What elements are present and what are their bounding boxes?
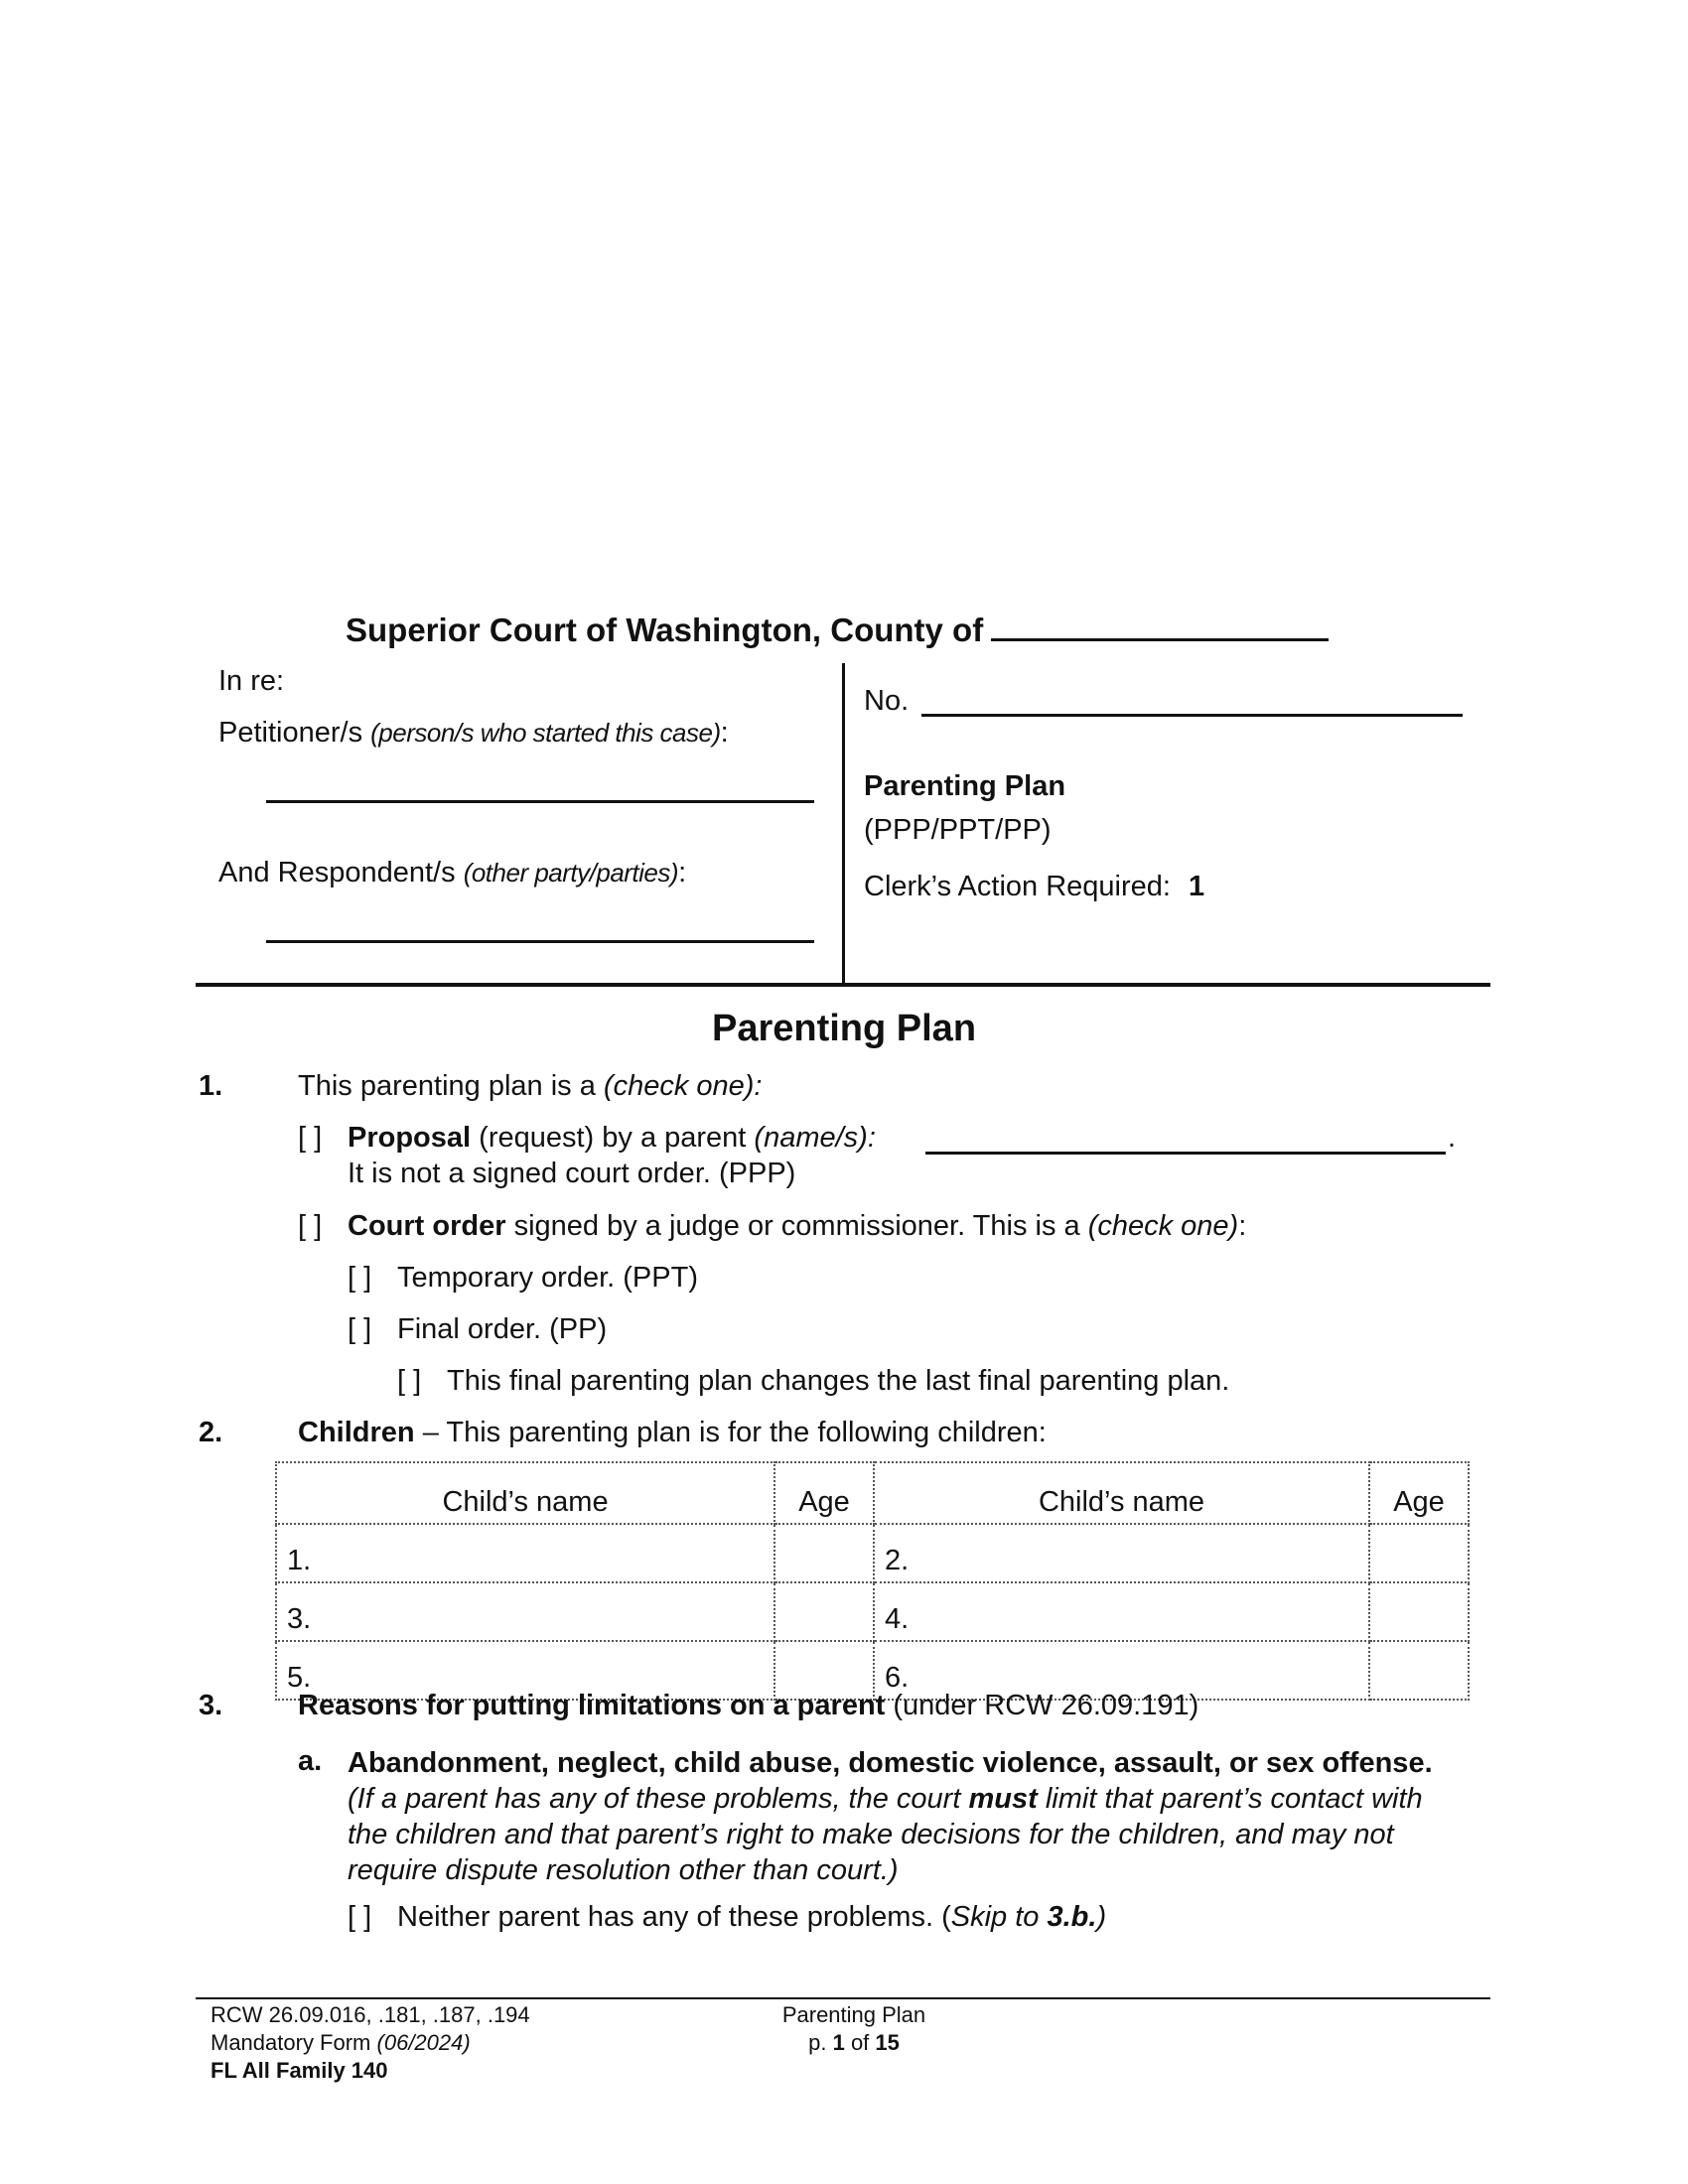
- footer-rcw: RCW 26.09.016, .181, .187, .194: [211, 2002, 530, 2027]
- petitioner-name-field[interactable]: [266, 800, 814, 803]
- page-number: [695, 2029, 1013, 2057]
- skip-open-paren: (: [941, 1901, 951, 1933]
- child-age-cell[interactable]: [1369, 1641, 1469, 1700]
- section-1-intro-text: This parenting plan is a: [298, 1070, 596, 1102]
- child-name-cell[interactable]: 6.: [874, 1641, 1369, 1700]
- proposal-bold: Proposal: [348, 1122, 472, 1154]
- court-order-text: signed by a judge or commissioner. This is a: [513, 1210, 1080, 1242]
- child-name-cell[interactable]: 1.: [276, 1524, 774, 1582]
- court-order-hint: (check one): [1087, 1210, 1239, 1242]
- changes-plan-text: This final parenting plan changes the last final parenting plan.: [447, 1365, 1230, 1397]
- county-field[interactable]: [991, 609, 1329, 641]
- changes-plan-checkbox[interactable]: [ ]: [397, 1365, 422, 1397]
- age-header: Age: [774, 1462, 874, 1524]
- page-current: 1: [832, 2030, 845, 2055]
- child-name-cell[interactable]: 4.: [874, 1582, 1369, 1641]
- court-order-checkbox[interactable]: [ ]: [298, 1210, 323, 1242]
- court-order-bold: Court order: [348, 1210, 506, 1242]
- section-3a-letter: a.: [298, 1745, 323, 1777]
- temporary-order-text: Temporary order. (PPT): [397, 1262, 698, 1294]
- petitioner-label: [218, 717, 729, 750]
- child-name-cell[interactable]: 2.: [874, 1524, 1369, 1582]
- respondent-colon: :: [678, 857, 687, 888]
- proposal-checkbox[interactable]: [ ]: [298, 1122, 323, 1154]
- child-age-cell[interactable]: [1369, 1524, 1469, 1582]
- petitioner-colon: :: [720, 717, 729, 749]
- table-row: [276, 1582, 1469, 1641]
- clerk-action-value: 1: [1189, 871, 1205, 902]
- page-of: of: [850, 2030, 870, 2055]
- footer-mandatory-date: (06/2024): [376, 2030, 471, 2055]
- section-1-intro: [298, 1070, 762, 1103]
- section-2-heading: [298, 1417, 1047, 1449]
- in-re-label: In re:: [218, 665, 285, 697]
- child-age-cell[interactable]: [774, 1524, 874, 1582]
- temporary-order-option: [348, 1262, 698, 1295]
- proposal-period: .: [1448, 1122, 1457, 1154]
- section-2-text: – This parenting plan is for the following children:: [422, 1417, 1047, 1448]
- section-3a-bold: Abandonment, neglect, child abuse, domestic violence, assault, or sex offense.: [348, 1747, 1433, 1779]
- respondent-hint: (other party/parties): [463, 858, 679, 887]
- child-name-cell[interactable]: 3.: [276, 1582, 774, 1641]
- proposal-option: [298, 1122, 876, 1155]
- section-3-number: 3.: [199, 1690, 223, 1721]
- court-title-text: Superior Court of Washington, County of: [346, 612, 984, 648]
- court-order-option: [298, 1210, 1246, 1243]
- court-title: [346, 609, 1329, 649]
- footer-mandatory-label: Mandatory Form: [211, 2030, 371, 2055]
- case-number-label: No.: [864, 685, 910, 717]
- table-header-row: [276, 1462, 1469, 1524]
- neither-parent-option: [348, 1901, 1106, 1934]
- section-3-suffix: (under RCW 26.09.191): [893, 1690, 1199, 1721]
- petitioner-label-text: Petitioner/s: [218, 717, 363, 749]
- skip-text: Skip to: [950, 1901, 1040, 1933]
- section-3a-paragraph: [348, 1745, 1460, 1888]
- page-title: Parenting Plan: [711, 1008, 977, 1049]
- child-name-header: Child’s name: [874, 1462, 1369, 1524]
- children-table: [275, 1461, 1470, 1701]
- changes-plan-option: [397, 1365, 1229, 1398]
- section-3a-italic-2: limit that parent’s contact with the children and that parent’s right to make decisions for the children, and may not require dispute resolution other than court.): [348, 1783, 1423, 1886]
- child-name-cell[interactable]: 5.: [276, 1641, 774, 1700]
- proposal-text: (request) by a parent: [479, 1122, 747, 1154]
- table-row: [276, 1524, 1469, 1582]
- proposal-hint: (name/s):: [754, 1122, 876, 1154]
- neither-parent-text: Neither parent has any of these problems.: [397, 1901, 934, 1933]
- temporary-order-checkbox[interactable]: [ ]: [348, 1262, 372, 1294]
- section-1-number: 1.: [199, 1070, 223, 1102]
- court-order-colon: :: [1238, 1210, 1247, 1242]
- final-order-option: [348, 1313, 607, 1346]
- final-order-checkbox[interactable]: [ ]: [348, 1313, 372, 1345]
- section-2-number: 2.: [199, 1417, 223, 1448]
- section-2-label: Children: [298, 1417, 415, 1448]
- child-age-cell[interactable]: [774, 1582, 874, 1641]
- footer-title: Parenting Plan: [781, 2002, 926, 2027]
- footer-form-id: FL All Family 140: [211, 2058, 388, 2083]
- clerk-action-label: Clerk’s Action Required:: [864, 871, 1171, 902]
- proposal-parent-name-field[interactable]: [925, 1152, 1446, 1155]
- child-name-header: Child’s name: [276, 1462, 774, 1524]
- clerk-action: [864, 871, 1204, 903]
- case-number-field[interactable]: [921, 714, 1463, 717]
- child-age-cell[interactable]: [1369, 1582, 1469, 1641]
- section-3-label: Reasons for putting limitations on a parent: [298, 1690, 886, 1721]
- age-header: Age: [1369, 1462, 1469, 1524]
- skip-reference: 3.b.: [1047, 1901, 1097, 1933]
- section-3-heading: [298, 1690, 1198, 1722]
- footer-center: [695, 2001, 1013, 2057]
- page-prefix: p.: [808, 2030, 827, 2055]
- skip-close-paren: ): [1096, 1901, 1107, 1933]
- document-codes: (PPP/PPT/PP): [864, 814, 1052, 846]
- header-divider-vertical: [842, 663, 845, 986]
- header-divider-horizontal: [196, 983, 1490, 987]
- footer-left: [211, 2001, 530, 2085]
- respondent-label-text: And Respondent/s: [218, 857, 456, 888]
- respondent-label: [218, 857, 686, 889]
- petitioner-hint: (person/s who started this case): [370, 718, 721, 748]
- respondent-name-field[interactable]: [266, 940, 814, 943]
- neither-parent-checkbox[interactable]: [ ]: [348, 1901, 372, 1933]
- footer-mandatory: [211, 2029, 530, 2057]
- section-1-intro-hint: (check one):: [603, 1070, 763, 1102]
- page-total: 15: [875, 2030, 900, 2055]
- section-3a-italic-1: (If a parent has any of these problems, the court: [348, 1783, 961, 1815]
- section-3a-must: must: [968, 1783, 1038, 1815]
- footer-divider: [196, 1997, 1490, 1999]
- final-order-text: Final order. (PP): [397, 1313, 608, 1345]
- proposal-line2: It is not a signed court order. (PPP): [348, 1158, 796, 1189]
- document-title: Parenting Plan: [864, 770, 1066, 802]
